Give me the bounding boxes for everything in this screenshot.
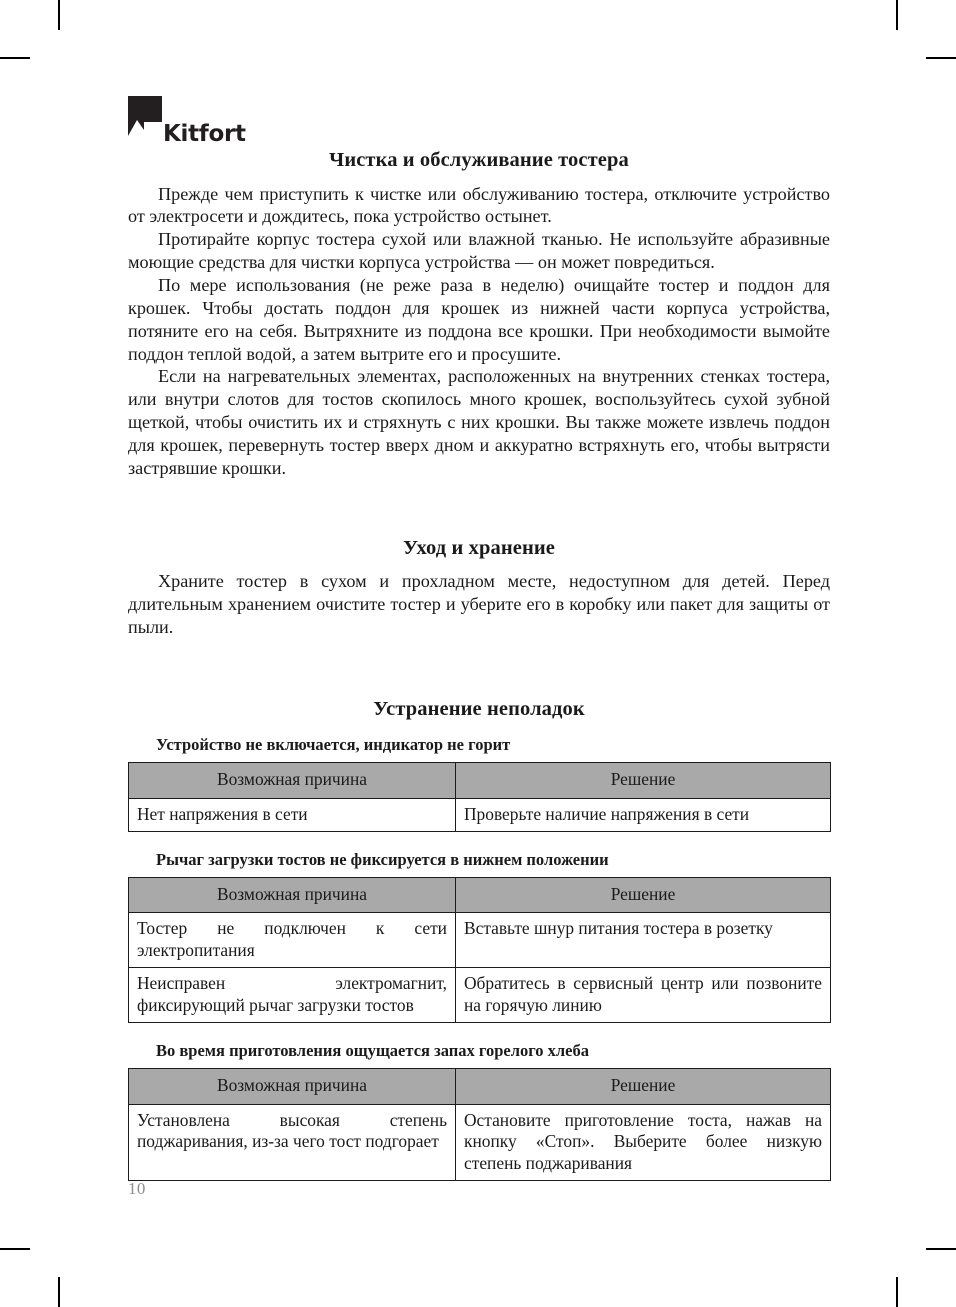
troubleshooting-table <box>128 762 831 832</box>
table-header-row <box>129 877 831 912</box>
paragraph: Прежде чем приступить к чистке или обслуживанию тостера, отключите устройство от электросети и дождитесь, пока устройство остынет. <box>128 183 830 227</box>
paragraph: Храните тостер в сухом и прохладном месте, недоступном для детей. Перед длительным хранением очистите тостер и уберите его в коробку или пакет для защиты от пыли. <box>128 571 830 637</box>
column-header-solution: Решение <box>456 1069 831 1104</box>
crop-mark-top-left-vertical <box>58 0 60 30</box>
page-title: Чистка и обслуживание тостера <box>329 149 629 171</box>
column-header-cause: Возможная причина <box>129 877 456 912</box>
cell-cause: Тостер не подключен к сети электропитания <box>129 913 456 968</box>
column-header-cause: Возможная причина <box>129 763 456 798</box>
crop-mark-bottom-left-vertical <box>58 1277 60 1307</box>
table-row <box>129 1104 831 1180</box>
troubleshooting-table <box>128 1068 831 1181</box>
troubleshooting-group-heading: Во время приготовления ощущается запах горелого хлеба <box>156 1041 589 1061</box>
crop-mark-bottom-right-horizontal <box>926 1248 956 1250</box>
section-heading-care-storage: Уход и хранение <box>403 536 555 559</box>
section-heading-troubleshooting: Устранение неполадок <box>373 697 585 720</box>
crop-mark-bottom-left-horizontal <box>0 1248 30 1250</box>
page-number: 10 <box>128 1179 146 1198</box>
troubleshooting-group-heading: Рычаг загрузки тостов не фиксируется в нижнем положении <box>156 850 609 870</box>
table-row <box>129 913 831 968</box>
cell-cause: Установлена высокая степень поджаривания, из-за чего тост подгорает <box>129 1104 456 1180</box>
troubleshooting-group-heading: Устройство не включается, индикатор не горит <box>156 735 511 755</box>
cell-cause: Нет напряжения в сети <box>129 798 456 831</box>
crop-mark-bottom-right-vertical <box>896 1277 898 1307</box>
cell-solution: Обратитесь в сервисный центр или позвоните на горячую линию <box>456 968 831 1023</box>
table-header-row <box>129 763 831 798</box>
cell-solution: Вставьте шнур питания тостера в розетку <box>456 913 831 968</box>
brand-name: Kitfort <box>163 121 246 147</box>
paragraph: По мере использования (не реже раза в неделю) очищайте тостер и поддон для крошек. Чтобы достать поддон для крошек из нижней части корпуса устройства, потяните его на себя. Вытряхните из поддона все крошки. При необходимости вымойте поддон теплой водой, а затем вытрите его и просушите. <box>128 274 830 364</box>
column-header-solution: Решение <box>456 877 831 912</box>
table-row <box>129 798 831 831</box>
cell-solution: Остановите приготовление тоста, нажав на кнопку «Стоп». Выберите более низкую степень поджаривания <box>456 1104 831 1180</box>
paragraph: Если на нагревательных элементах, расположенных на внутренних стенках тостера, или внутри слотов для тостов скопилось много крошек, воспользуйтесь сухой зубной щеткой, чтобы очистить их и стряхнуть с них крошки. Вы также можете извлечь поддон для крошек, перевернуть тостер вверх дном и аккуратно встряхнуть его, чтобы вытрясти застрявшие крошки. <box>128 366 830 478</box>
crop-mark-top-left-horizontal <box>0 57 30 59</box>
troubleshooting-table <box>128 877 831 1023</box>
kitfort-flag-mark-icon <box>128 96 162 148</box>
column-header-cause: Возможная причина <box>129 1069 456 1104</box>
crop-mark-top-right-horizontal <box>926 57 956 59</box>
page-content <box>128 148 830 1181</box>
table-header-row <box>129 1069 831 1104</box>
paragraph: Протирайте корпус тостера сухой или влажной тканью. Не используйте абразивные моющие средства для чистки корпуса устройства — он может повредиться. <box>128 229 830 273</box>
cell-solution: Проверьте наличие напряжения в сети <box>456 798 831 831</box>
column-header-solution: Решение <box>456 763 831 798</box>
cell-cause: Неисправен электромагнит, фиксирующий рычаг загрузки тостов <box>129 968 456 1023</box>
brand-logo <box>128 96 246 148</box>
table-row <box>129 968 831 1023</box>
crop-mark-top-right-vertical <box>896 0 898 30</box>
